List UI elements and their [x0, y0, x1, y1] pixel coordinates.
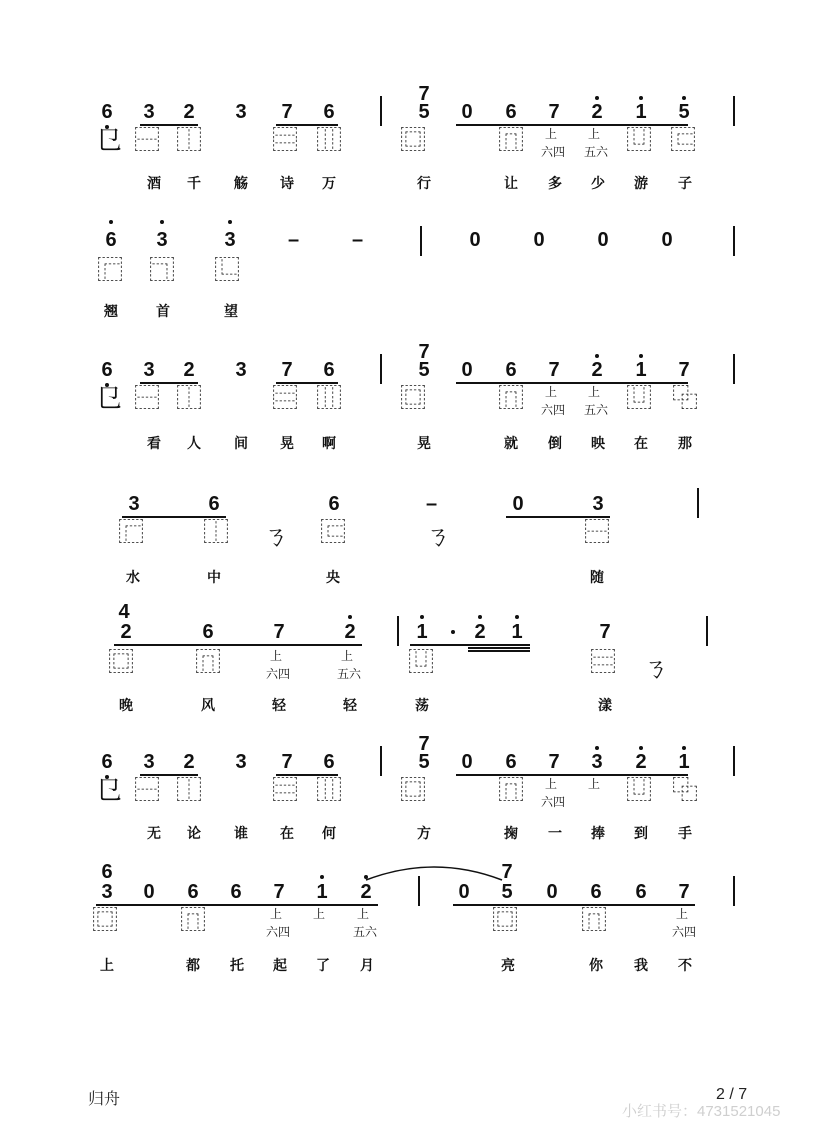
lyric: 月	[360, 957, 374, 973]
note: 1	[635, 101, 647, 123]
note: 6	[590, 881, 602, 903]
barline	[733, 746, 735, 776]
note-dot	[478, 615, 482, 619]
note: 7	[548, 751, 560, 773]
note-dot	[451, 630, 455, 634]
note: 5	[501, 881, 513, 903]
lyric: 何	[322, 825, 336, 841]
lyric: 诗	[280, 175, 294, 191]
note: 0	[597, 229, 609, 251]
note: 2	[635, 751, 647, 773]
tablature-glyph: 六四	[541, 403, 566, 417]
tablature-glyph: ⿰	[176, 126, 203, 156]
note: 3	[592, 493, 604, 515]
tablature-glyph: ⿸	[97, 256, 124, 286]
lyric: 我	[634, 957, 648, 973]
tablature-glyph: ⿴	[108, 648, 135, 678]
note: 3	[143, 359, 155, 381]
tablature-glyph: 六四	[672, 925, 697, 939]
note: 2	[183, 359, 195, 381]
tablature-glyph: ⿰	[176, 384, 203, 414]
beam	[410, 644, 530, 646]
tablature-glyph: ⿶	[626, 126, 653, 156]
tablature-arrow: ㄋ	[263, 522, 290, 552]
tablature-glyph: ⿲	[316, 384, 343, 414]
tablature-glyph: 上	[313, 907, 326, 921]
note: 5	[418, 751, 430, 773]
note: 0	[546, 881, 558, 903]
tablature-glyph: 上	[545, 385, 558, 399]
note-dot	[348, 615, 352, 619]
lyric: 无	[147, 825, 161, 841]
tablature-glyph: 上	[676, 907, 689, 921]
note-dot	[595, 746, 599, 750]
note: 6	[187, 881, 199, 903]
note: 3	[235, 359, 247, 381]
note-dot	[682, 746, 686, 750]
tablature-glyph: 上	[545, 777, 558, 791]
dash: –	[426, 493, 438, 515]
note: 0	[461, 359, 473, 381]
lyric: 随	[590, 569, 604, 585]
beam	[456, 382, 688, 384]
tablature-glyph: 五六	[584, 145, 609, 159]
lyric: 起	[273, 957, 287, 973]
note: 3	[143, 101, 155, 123]
upper-note: 4	[118, 601, 130, 623]
note: 6	[505, 359, 517, 381]
page-number: 2 / 7	[716, 1086, 748, 1103]
note: 7	[678, 359, 690, 381]
tablature-glyph: ⿵	[581, 906, 608, 936]
tablature-glyph: ⿶	[626, 384, 653, 414]
tablature-glyph: ⿱	[134, 776, 161, 806]
note: 1	[316, 881, 328, 903]
barline	[380, 746, 382, 776]
note: 7	[678, 881, 690, 903]
note-dot	[420, 615, 424, 619]
note: 7	[273, 881, 285, 903]
note: 0	[461, 101, 473, 123]
barline	[418, 876, 420, 906]
note-dot	[682, 96, 686, 100]
note: 6	[230, 881, 242, 903]
lyric: 游	[634, 175, 648, 191]
lyric: 让	[504, 175, 518, 191]
note: 2	[183, 751, 195, 773]
tablature-glyph: ⿳	[272, 384, 299, 414]
lyric: 水	[126, 569, 140, 585]
note: 7	[281, 751, 293, 773]
lyric: 行	[417, 175, 431, 191]
lyric: 你	[589, 957, 603, 973]
lyric: 央	[326, 569, 340, 585]
tablature-glyph: ⿻	[672, 776, 699, 806]
note: 1	[511, 621, 523, 643]
tablature-glyph: ⿶	[408, 648, 435, 678]
tablature-glyph: 五六	[584, 403, 609, 417]
beam	[456, 774, 688, 776]
lyric: 千	[187, 175, 201, 191]
lyric: 映	[591, 435, 605, 451]
note: 5	[418, 359, 430, 381]
lyric: 晃	[280, 435, 294, 451]
lyric: 托	[230, 957, 244, 973]
lyric: 晚	[119, 697, 133, 713]
tablature-glyph: 六四	[541, 795, 566, 809]
song-title: 归舟	[88, 1091, 121, 1108]
barline	[733, 354, 735, 384]
note: 0	[469, 229, 481, 251]
lyric: 间	[234, 435, 248, 451]
tablature-glyph: ⿳	[272, 776, 299, 806]
note: 1	[635, 359, 647, 381]
tablature-glyph: 五六	[353, 925, 378, 939]
beam	[456, 124, 688, 126]
tablature-glyph: 上	[588, 127, 601, 141]
lyric: 啊	[322, 435, 336, 451]
note: 7	[599, 621, 611, 643]
lyric: 掬	[504, 825, 518, 841]
tablature-glyph: ⿵	[180, 906, 207, 936]
lyric: 酒	[147, 175, 161, 191]
tablature-glyph: ⿸	[118, 518, 145, 548]
note: 6	[328, 493, 340, 515]
note: 1	[678, 751, 690, 773]
lyric: 首	[156, 303, 170, 319]
note: 0	[461, 751, 473, 773]
lyric: 亮	[501, 957, 515, 973]
tablature-arrow: ㄋ	[643, 654, 670, 684]
tablature-glyph: ⿹	[149, 256, 176, 286]
lyric: 一	[548, 825, 562, 841]
note: 2	[360, 881, 372, 903]
tablature-glyph: ⿻	[672, 384, 699, 414]
lyric: 轻	[343, 697, 357, 713]
note: 0	[512, 493, 524, 515]
tablature-glyph: 六四	[266, 925, 291, 939]
note: 3	[143, 751, 155, 773]
lyric: 望	[224, 303, 238, 319]
tablature-glyph: ⿵	[498, 776, 525, 806]
note: 5	[678, 101, 690, 123]
note: 3	[235, 751, 247, 773]
note: 6	[323, 359, 335, 381]
dash: –	[288, 229, 300, 251]
note: 6	[101, 751, 113, 773]
note-dot	[639, 96, 643, 100]
lyric: 倒	[548, 435, 562, 451]
tablature-glyph: 㔾	[96, 126, 123, 156]
lyric: 万	[322, 175, 336, 191]
lyric: 方	[417, 825, 431, 841]
lyric: 少	[591, 175, 605, 191]
note-dot	[228, 220, 232, 224]
tablature-glyph: ⿰	[176, 776, 203, 806]
tablature-glyph: ⿵	[195, 648, 222, 678]
barline	[380, 354, 382, 384]
note: 6	[323, 751, 335, 773]
lyric: 那	[678, 435, 692, 451]
lyric: 中	[207, 569, 221, 585]
note: 6	[202, 621, 214, 643]
lyric: 不	[678, 957, 692, 973]
lyric: 荡	[415, 697, 429, 713]
lyric: 轻	[272, 697, 286, 713]
barline	[733, 96, 735, 126]
note: 6	[505, 751, 517, 773]
tablature-glyph: ⿳	[590, 648, 617, 678]
lyric: 捧	[591, 825, 605, 841]
note: 7	[548, 101, 560, 123]
beam	[96, 904, 378, 906]
upper-note: 7	[418, 341, 430, 363]
upper-note: 7	[418, 733, 430, 755]
tablature-glyph: ⿱	[134, 384, 161, 414]
note: 0	[458, 881, 470, 903]
tablature-glyph: ⿵	[498, 384, 525, 414]
slur	[364, 860, 504, 882]
tablature-glyph: ⿵	[498, 126, 525, 156]
tablature-glyph: 上	[341, 649, 354, 663]
note: 6	[101, 101, 113, 123]
tablature-glyph: ⿱	[584, 518, 611, 548]
lyric: 风	[201, 697, 215, 713]
lyric: 到	[634, 825, 648, 841]
tablature-glyph: 上	[270, 649, 283, 663]
tablature-glyph: 上	[588, 777, 601, 791]
beam	[114, 644, 362, 646]
barline	[397, 616, 399, 646]
note: 0	[143, 881, 155, 903]
lyric: 就	[504, 435, 518, 451]
lyric: 翘	[104, 303, 118, 319]
note: 0	[533, 229, 545, 251]
lyric: 在	[280, 825, 294, 841]
lyric: 在	[634, 435, 648, 451]
tablature-glyph: ⿶	[626, 776, 653, 806]
note: 7	[281, 359, 293, 381]
note: 0	[661, 229, 673, 251]
beam	[453, 904, 695, 906]
note: 6	[105, 229, 117, 251]
tablature-glyph: 六四	[541, 145, 566, 159]
lyric: 谁	[234, 825, 248, 841]
lyric: 晃	[417, 435, 431, 451]
note: 2	[474, 621, 486, 643]
note-dot	[515, 615, 519, 619]
lyric: 漾	[598, 697, 612, 713]
note: 2	[120, 621, 132, 643]
note: 1	[416, 621, 428, 643]
dash: –	[352, 229, 364, 251]
lyric: 觞	[234, 175, 248, 191]
barline	[380, 96, 382, 126]
note: 3	[101, 881, 113, 903]
tablature-glyph: 上	[357, 907, 370, 921]
note: 6	[323, 101, 335, 123]
lyric: 人	[187, 435, 201, 451]
barline	[706, 616, 708, 646]
tablature-glyph: ⿴	[400, 384, 427, 414]
lyric: 看	[147, 435, 161, 451]
tablature-glyph: 上	[270, 907, 283, 921]
note: 2	[591, 101, 603, 123]
upper-note: 6	[101, 861, 113, 883]
note: 2	[591, 359, 603, 381]
tablature-glyph: ⿳	[272, 126, 299, 156]
lyric: 上	[100, 957, 114, 973]
note: 7	[281, 101, 293, 123]
note-dot	[639, 746, 643, 750]
note: 3	[128, 493, 140, 515]
note: 3	[156, 229, 168, 251]
tablature-glyph: 㔾	[96, 776, 123, 806]
upper-note: 7	[501, 861, 513, 883]
note: 3	[235, 101, 247, 123]
upper-note: 7	[418, 83, 430, 105]
note: 7	[273, 621, 285, 643]
barline	[733, 876, 735, 906]
note: 2	[183, 101, 195, 123]
note-dot	[160, 220, 164, 224]
barline	[420, 226, 422, 256]
tablature-glyph: 上	[588, 385, 601, 399]
tablature-glyph: ⿲	[316, 126, 343, 156]
note: 6	[101, 359, 113, 381]
note: 5	[418, 101, 430, 123]
note: 3	[224, 229, 236, 251]
note: 2	[344, 621, 356, 643]
barline	[697, 488, 699, 518]
tablature-glyph: ⿷	[670, 126, 697, 156]
tablature-glyph: ⿲	[316, 776, 343, 806]
note-dot	[109, 220, 113, 224]
note: 6	[635, 881, 647, 903]
beam	[468, 647, 530, 649]
lyric: 论	[187, 825, 201, 841]
tablature-glyph: 㔾	[96, 384, 123, 414]
tablature-glyph: ⿴	[92, 906, 119, 936]
tablature-glyph: ⿴	[400, 126, 427, 156]
tablature-glyph: ⿷	[320, 518, 347, 548]
tablature-glyph: 上	[545, 127, 558, 141]
tablature-arrow: ㄋ	[425, 522, 452, 552]
note: 3	[591, 751, 603, 773]
lyric: 多	[548, 175, 562, 191]
tablature-glyph: ⿰	[203, 518, 230, 548]
barline	[733, 226, 735, 256]
tablature-glyph: 五六	[337, 667, 362, 681]
lyric: 都	[186, 957, 200, 973]
lyric: 了	[316, 957, 330, 973]
note-dot	[320, 875, 324, 879]
note: 6	[208, 493, 220, 515]
note-dot	[595, 96, 599, 100]
tablature-glyph: ⿱	[134, 126, 161, 156]
tablature-glyph: ⿺	[214, 256, 241, 286]
note-dot	[595, 354, 599, 358]
lyric: 子	[678, 175, 692, 191]
note: 7	[548, 359, 560, 381]
lyric: 手	[678, 825, 692, 841]
watermark: 小红书号：4731521045	[622, 1103, 781, 1120]
tablature-glyph: ⿴	[400, 776, 427, 806]
note-dot	[639, 354, 643, 358]
tablature-glyph: 六四	[266, 667, 291, 681]
note: 6	[505, 101, 517, 123]
tablature-glyph: ⿴	[492, 906, 519, 936]
beam	[468, 650, 530, 652]
